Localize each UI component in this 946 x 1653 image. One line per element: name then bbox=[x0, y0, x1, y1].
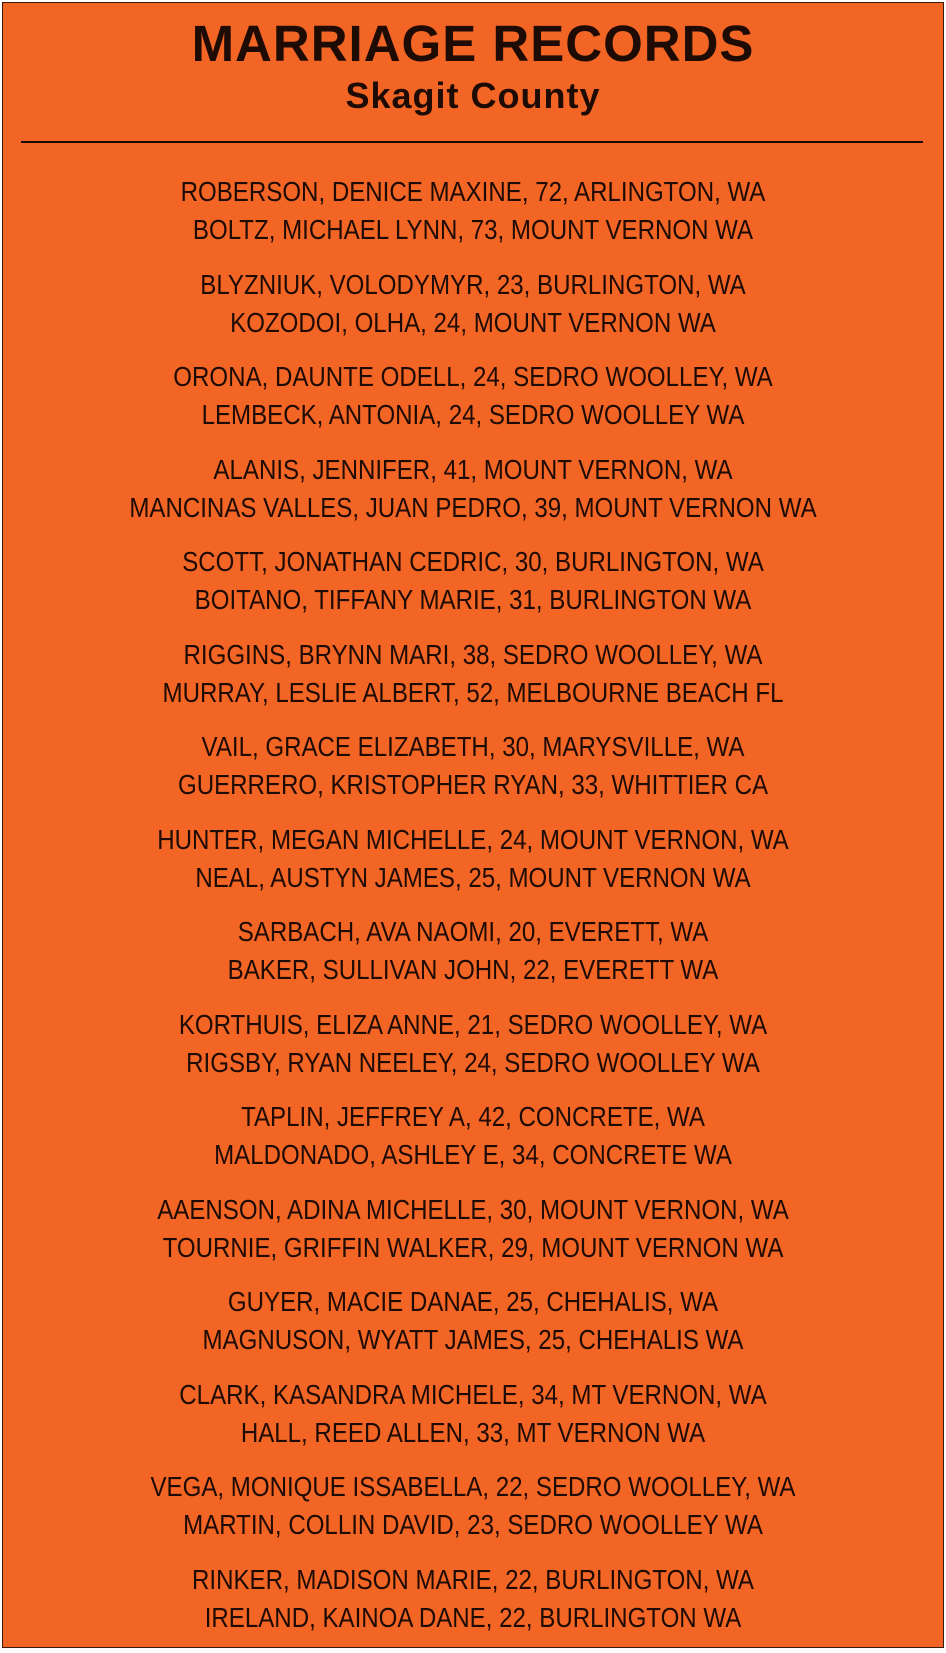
record-entry bbox=[3, 1098, 943, 1191]
record-party-1: VAIL, GRACE ELIZABETH, 30, MARYSVILLE, WA bbox=[69, 728, 877, 766]
record-entry bbox=[3, 451, 943, 544]
record-party-1: RINKER, MADISON MARIE, 22, BURLINGTON, WA bbox=[69, 1561, 877, 1599]
record-party-1: SCOTT, JONATHAN CEDRIC, 30, BURLINGTON, WA bbox=[69, 543, 877, 581]
page-subtitle: Skagit County bbox=[3, 75, 943, 117]
record-party-1: RIGGINS, BRYNN MARI, 38, SEDRO WOOLLEY, WA bbox=[69, 636, 877, 674]
record-party-2: LEMBECK, ANTONIA, 24, SEDRO WOOLLEY WA bbox=[69, 396, 877, 434]
record-party-1: GUYER, MACIE DANAE, 25, CHEHALIS, WA bbox=[69, 1283, 877, 1321]
record-party-2: MAGNUSON, WYATT JAMES, 25, CHEHALIS WA bbox=[69, 1321, 877, 1359]
record-party-1: BLYZNIUK, VOLODYMYR, 23, BURLINGTON, WA bbox=[69, 266, 877, 304]
record-party-2: MALDONADO, ASHLEY E, 34, CONCRETE WA bbox=[69, 1136, 877, 1174]
record-entry bbox=[3, 1561, 943, 1653]
record-entry bbox=[3, 913, 943, 1006]
record-party-2: GUERRERO, KRISTOPHER RYAN, 33, WHITTIER CA bbox=[69, 766, 877, 804]
record-party-2: MURRAY, LESLIE ALBERT, 52, MELBOURNE BEACH FL bbox=[69, 674, 877, 712]
record-party-2: MARTIN, COLLIN DAVID, 23, SEDRO WOOLLEY WA bbox=[69, 1506, 877, 1544]
record-party-2: BOITANO, TIFFANY MARIE, 31, BURLINGTON WA bbox=[69, 581, 877, 619]
record-entry bbox=[3, 1006, 943, 1099]
record-entry bbox=[3, 1283, 943, 1376]
record-entry bbox=[3, 173, 943, 266]
marriage-records-panel bbox=[2, 2, 944, 1648]
record-party-1: AAENSON, ADINA MICHELLE, 30, MOUNT VERNON, WA bbox=[69, 1191, 877, 1229]
record-party-1: ROBERSON, DENICE MAXINE, 72, ARLINGTON, WA bbox=[69, 173, 877, 211]
record-entry bbox=[3, 636, 943, 729]
record-party-2: BAKER, SULLIVAN JOHN, 22, EVERETT WA bbox=[69, 951, 877, 989]
page-title: MARRIAGE RECORDS bbox=[3, 9, 943, 79]
records-list bbox=[3, 173, 943, 1653]
record-party-2: RIGSBY, RYAN NEELEY, 24, SEDRO WOOLLEY WA bbox=[69, 1044, 877, 1082]
record-entry bbox=[3, 543, 943, 636]
record-party-1: VEGA, MONIQUE ISSABELLA, 22, SEDRO WOOLLEY, WA bbox=[69, 1468, 877, 1506]
record-entry bbox=[3, 266, 943, 359]
record-party-2: TOURNIE, GRIFFIN WALKER, 29, MOUNT VERNON WA bbox=[69, 1229, 877, 1267]
record-party-1: SARBACH, AVA NAOMI, 20, EVERETT, WA bbox=[69, 913, 877, 951]
record-party-2: BOLTZ, MICHAEL LYNN, 73, MOUNT VERNON WA bbox=[69, 211, 877, 249]
record-party-1: ALANIS, JENNIFER, 41, MOUNT VERNON, WA bbox=[69, 451, 877, 489]
record-party-2: HALL, REED ALLEN, 33, MT VERNON WA bbox=[69, 1414, 877, 1452]
record-entry bbox=[3, 1376, 943, 1469]
record-party-2: NEAL, AUSTYN JAMES, 25, MOUNT VERNON WA bbox=[69, 859, 877, 897]
record-party-1: TAPLIN, JEFFREY A, 42, CONCRETE, WA bbox=[69, 1098, 877, 1136]
record-party-1: ORONA, DAUNTE ODELL, 24, SEDRO WOOLLEY, WA bbox=[69, 358, 877, 396]
record-party-1: KORTHUIS, ELIZA ANNE, 21, SEDRO WOOLLEY, WA bbox=[69, 1006, 877, 1044]
record-party-2: MANCINAS VALLES, JUAN PEDRO, 39, MOUNT VERNON WA bbox=[69, 489, 877, 527]
record-entry bbox=[3, 358, 943, 451]
record-party-1: CLARK, KASANDRA MICHELE, 34, MT VERNON, WA bbox=[69, 1376, 877, 1414]
record-entry bbox=[3, 1191, 943, 1284]
record-party-1: HUNTER, MEGAN MICHELLE, 24, MOUNT VERNON, WA bbox=[69, 821, 877, 859]
record-party-2: KOZODOI, OLHA, 24, MOUNT VERNON WA bbox=[69, 304, 877, 342]
record-entry bbox=[3, 821, 943, 914]
record-entry bbox=[3, 1468, 943, 1561]
header-divider bbox=[21, 141, 923, 143]
record-party-2: IRELAND, KAINOA DANE, 22, BURLINGTON WA bbox=[69, 1599, 877, 1637]
record-entry bbox=[3, 728, 943, 821]
